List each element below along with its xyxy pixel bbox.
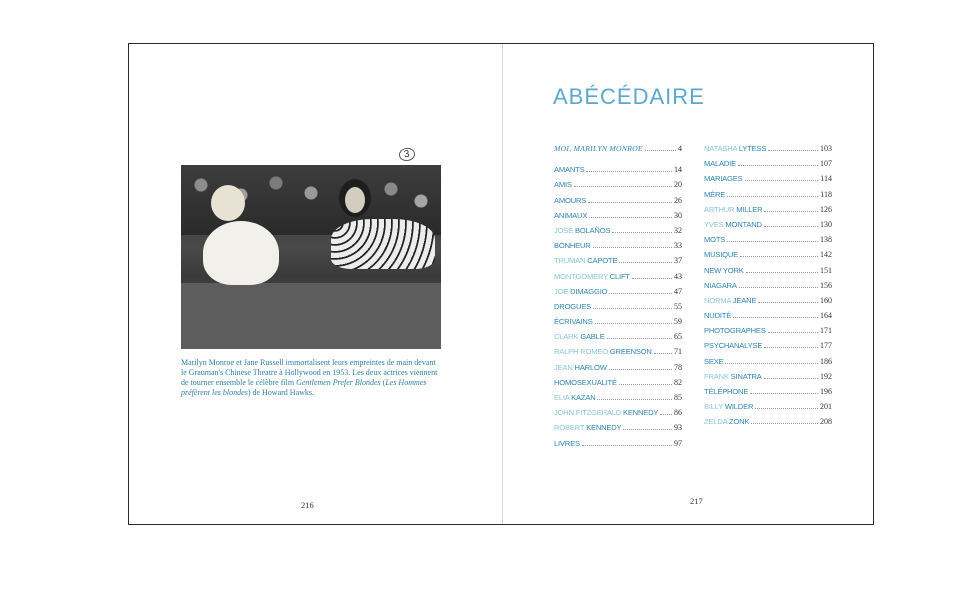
toc-entry-name [704,372,762,381]
toc-entry [554,144,682,159]
toc-entry-last-name: HARLOW [574,362,607,372]
toc-entry-last-name: LIVRES [554,438,580,448]
toc-entry [704,190,832,205]
toc-entry-page: 82 [674,377,682,387]
toc-entry [704,220,832,235]
toc-entry [704,281,832,296]
toc-entry [554,165,682,180]
toc-entry-last-name: MONTAND [725,219,762,229]
toc-entry-last-name: KAZAN [571,393,596,402]
toc-entry-last-name: ZONK [728,417,750,427]
toc-entry-page: 65 [674,332,682,342]
toc-dot-leader [645,150,676,151]
toc-entry-last-name: MOI, MARILYN MONROE [554,144,643,153]
toc-entry [554,393,682,408]
toc-entry-page: 138 [820,235,832,245]
page-title: ABÉCÉDAIRE [553,84,705,109]
toc-dot-leader [609,369,672,370]
toc-entry-page: 14 [674,165,682,175]
toc-entry-name [554,180,572,189]
toc-entry-name [554,439,580,448]
toc-dot-leader [764,226,818,227]
toc-entry-page: 196 [820,387,832,396]
toc-entry-last-name: CAPOTE [587,256,618,266]
toc-entry [704,266,832,281]
toc-dot-leader [632,278,672,279]
toc-entry-first-name: ARTHUR [704,204,737,214]
toc-entry-page: 43 [674,271,682,281]
toc-entry-last-name: TÉLÉPHONE [704,387,749,396]
toc-dot-leader [764,378,818,379]
toc-entry-name [554,302,591,311]
photo-cement-slab [181,283,441,349]
toc-entry [704,205,832,220]
photo-figure-monroe-head [211,185,245,221]
toc-entry-page: 37 [674,256,682,266]
toc-entry [554,272,682,287]
toc-entry-last-name: PSYCHANALYSE [704,341,763,351]
toc-entry [704,311,832,326]
toc-entry-page: 78 [674,362,682,372]
toc-entry-name [704,235,725,244]
toc-entry [554,226,682,241]
toc-dot-leader [746,272,818,273]
toc-entry-name [704,357,723,366]
toc-entry-first-name: BILLY [704,402,725,412]
toc-entry-page: 47 [674,286,682,296]
toc-entry [704,174,832,189]
toc-dot-leader [745,180,819,181]
toc-entry-name [554,287,607,296]
toc-dot-leader [612,232,672,233]
toc-dot-leader [588,202,672,203]
toc-entry [704,372,832,387]
toc-dot-leader [593,247,672,248]
toc-entry-first-name: JOE [554,286,571,296]
toc-dot-leader [768,332,818,333]
toc-entry [704,296,832,311]
toc-dot-leader [607,338,672,339]
toc-entry-name [704,190,725,199]
toc-entry [554,256,682,271]
toc-entry-name [554,332,605,341]
toc-dot-leader [755,408,818,409]
toc-dot-leader [595,323,672,324]
toc-entry-first-name: JEAN [554,362,575,372]
toc-entry-page: 164 [820,311,832,321]
toc-dot-leader [764,211,818,212]
caption-film-title-fr: Les Hommes préfèrent les blondes [181,378,427,397]
toc-entry [704,159,832,174]
toc-entry [554,317,682,332]
toc-entry-page: 151 [820,265,832,275]
toc-entry-first-name: ROBERT [554,423,587,433]
toc-entry-page: 142 [820,250,832,260]
toc-dot-leader [727,241,818,242]
toc-dot-leader [768,150,818,151]
toc-entry-page: 103 [820,144,832,153]
toc-entry-name [704,159,736,168]
toc-entry-last-name: ANIMAUX [554,210,588,220]
photo-number: 3 [398,147,415,162]
toc-entry-name [704,402,753,411]
toc-entry-first-name: MONTGOMERY [554,271,610,281]
toc-entry-last-name: SINATRA [730,371,762,381]
toc-entry-last-name: MALADIE [704,159,736,169]
toc-entry-last-name: ÉCRIVAINS [554,317,593,327]
toc-entry-last-name: KENNEDY [586,423,622,433]
toc-entry [704,387,832,402]
toc-dot-leader [764,347,818,348]
toc-dot-leader [623,429,672,430]
toc-entry-page: 85 [674,393,682,402]
toc-dot-leader [758,302,818,303]
page-number-left: 216 [301,500,314,510]
toc-entry-name [704,281,737,290]
toc-entry [704,326,832,341]
toc-entry-last-name: KENNEDY [622,408,659,418]
page-number-right: 217 [690,496,703,506]
toc-entry-name [554,211,587,220]
toc-entry [554,180,682,195]
toc-entry [554,378,682,393]
toc-dot-leader [738,165,818,166]
toc-entry-name [704,296,756,305]
toc-entry-page: 4 [678,144,682,153]
toc-dot-leader [739,287,818,288]
toc-entry-first-name: ELIA [554,393,572,402]
toc-dot-leader [725,363,818,364]
toc-entry-name [554,317,593,326]
toc-entry-first-name: TRUMAN [554,256,588,266]
caption-text-2: ( [380,378,386,387]
toc-entry-first-name: RALPH ROMEO [554,347,610,357]
toc-entry [554,347,682,362]
toc-dot-leader [751,423,818,424]
toc-entry-name [554,393,595,402]
toc-entry-name [554,196,586,205]
toc-column-2 [704,144,832,433]
toc-entry-last-name: MOTS [704,235,726,245]
toc-entry-last-name: DIMAGGIO [570,286,608,296]
caption-film-title: Gentlemen Prefer Blondes [296,378,381,387]
toc-entry [554,408,682,423]
toc-entry-last-name: LYTESS [738,144,767,153]
toc-dot-leader [593,308,672,309]
photo-caption [181,358,443,398]
book-spread [128,43,874,525]
toc-entry-page: 208 [820,417,832,427]
toc-entry [554,363,682,378]
toc-dot-leader [619,262,672,263]
toc-entry-page: 93 [674,423,682,433]
toc-entry-page: 59 [674,317,682,327]
toc-entry-name [554,423,621,432]
toc-entry-first-name: CLARK [554,332,581,342]
toc-entry-name [704,205,762,214]
toc-entry-last-name: GABLE [580,332,605,342]
toc-entry-last-name: AMOURS [554,195,587,205]
toc-entry-last-name: NIAGARA [704,280,737,290]
toc-entry [704,357,832,372]
toc-entry-name [554,226,610,235]
toc-entry-first-name: JOHN FITZGERALD [554,408,623,418]
toc-entry-page: 171 [820,326,832,336]
toc-entry-name [554,144,643,153]
toc-entry-page: 186 [820,356,832,366]
toc-dot-leader [589,217,672,218]
toc-dot-leader [574,186,672,187]
photo-figure-russell-face [345,187,365,213]
photo-monroe-russell [181,165,441,349]
toc-entry-page: 126 [820,204,832,214]
toc-entry-page: 26 [674,195,682,205]
left-page [129,44,502,524]
toc-entry-last-name: WILDER [724,402,754,412]
toc-entry [554,211,682,226]
toc-entry-last-name: MARIAGES [704,174,743,184]
toc-entry-page: 71 [674,347,682,357]
toc-entry [554,302,682,317]
toc-entry-last-name: SEXE [704,356,724,366]
toc-entry-page: 30 [674,210,682,220]
toc-entry [554,332,682,347]
toc-entry-name [554,408,658,417]
toc-entry-page: 201 [820,402,832,412]
toc-entry-name [704,144,766,153]
photo-figure-russell [331,219,435,269]
toc-entry-last-name: CLIFT [609,271,630,281]
toc-entry-name [704,387,748,396]
toc-entry-page: 118 [820,189,832,199]
toc-entry-page: 130 [820,219,832,229]
toc-entry-page: 97 [674,438,682,448]
toc-entry-first-name: YVES [704,219,726,229]
toc-entry-page: 160 [820,295,832,305]
toc-dot-leader [727,196,818,197]
toc-entry [704,417,832,432]
toc-entry-last-name: GREENSON [609,347,652,357]
toc-entry-name [554,378,617,387]
toc-entry-name [554,165,584,174]
toc-entry-first-name: JOSÉ [554,225,575,235]
toc-entry-name [704,220,762,229]
toc-column-1 [554,144,682,454]
toc-entry-last-name: MÈRE [704,189,726,199]
toc-dot-leader [740,256,818,257]
toc-entry-name [704,311,731,320]
toc-entry-page: 32 [674,225,682,235]
toc-dot-leader [654,353,672,354]
toc-entry-last-name: BONHEUR [554,241,591,251]
toc-dot-leader [660,414,672,415]
toc-dot-leader [609,293,672,294]
toc-entry-page: 114 [820,174,832,184]
toc-entry-name [704,326,766,335]
toc-entry-last-name: DROGUES [554,301,591,311]
toc-entry-name [704,250,738,259]
toc-entry-name [704,341,762,350]
toc-entry [704,341,832,356]
toc-entry-last-name: MILLER [736,204,763,214]
toc-entry-last-name: NUDITÉ [704,311,732,321]
toc-entry-name [554,347,652,356]
right-page [503,44,873,524]
toc-entry-last-name: HOMOSEXUALITÉ [554,377,617,387]
toc-entry-page: 20 [674,180,682,190]
toc-entry [704,402,832,417]
toc-entry-page: 177 [820,341,832,351]
caption-text-3: ) de Howard Hawks. [247,388,315,397]
toc-entry [554,241,682,256]
toc-entry-name [554,241,591,250]
toc-entry-page: 156 [820,280,832,290]
toc-entry-name [554,272,630,281]
toc-entry [554,287,682,302]
toc-entry [554,196,682,211]
toc-entry-name [554,256,617,265]
toc-entry-last-name: JEANE [732,295,757,305]
toc-entry-page: 86 [674,408,682,418]
toc-dot-leader [619,384,672,385]
toc-dot-leader [750,393,818,394]
toc-entry [704,235,832,250]
toc-entry-name [704,417,749,426]
toc-entry-last-name: AMANTS [554,165,585,175]
toc-entry-last-name: NEW YORK [704,265,744,275]
toc-entry-last-name: AMIS [554,180,572,190]
toc-entry-page: 55 [674,301,682,311]
toc-entry-name [704,174,743,183]
toc-entry-first-name: NATASHA [704,144,739,153]
toc-entry [704,144,832,159]
toc-entry-last-name: MUSIQUE [704,250,739,260]
toc-entry-page: 107 [820,159,832,169]
toc-dot-leader [733,317,818,318]
toc-entry-first-name: FRANK [704,371,731,381]
toc-entry-page: 33 [674,241,682,251]
toc-entry-last-name: PHOTOGRAPHES [704,326,766,336]
toc-entry [554,439,682,454]
toc-entry-name [554,363,607,372]
toc-entry [554,423,682,438]
toc-dot-leader [582,445,672,446]
toc-entry-name [704,266,744,275]
photo-figure-monroe [203,221,279,285]
toc-dot-leader [586,171,672,172]
caption-text-1: Marilyn Monroe et Jane Russell immortalisent leurs empreintes de main devant le Grauman's Chinese Theatre à Hollywood en 1953. Les deux actrices viennent de tourner ensemble le célèbre film [181,358,438,387]
toc-entry [704,250,832,265]
toc-dot-leader [597,399,672,400]
toc-entry-first-name: ZELDA [704,417,729,427]
toc-entry-first-name: NORMA [704,295,733,305]
toc-entry-page: 192 [820,371,832,381]
toc-entry-last-name: BOLAÑOS [574,225,611,235]
